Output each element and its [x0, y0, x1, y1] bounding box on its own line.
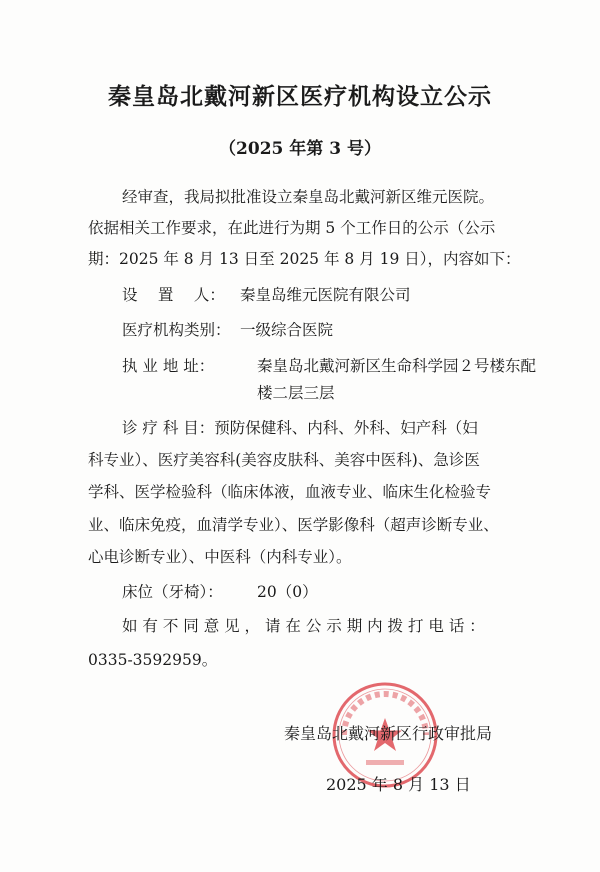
category-label: 医疗机构类别：	[122, 321, 231, 339]
contact-line-1: 如 有 不 同 意 见 ， 请 在 公 示 期 内 拨 打 电 话 ：	[122, 617, 485, 635]
intro-line-1: 经审查，我局拟批准设立秦皇岛北戴河新区维元医院。	[122, 188, 495, 206]
departments-line-5: 心电诊断专业）、中医科（内科专业）。	[88, 548, 352, 566]
notice-number: （2025 年第 3 号）	[219, 139, 381, 159]
issuing-authority: 秦皇岛北戴河新区行政审批局	[284, 724, 493, 743]
address-label: 执 业 地 址：	[122, 357, 215, 375]
departments-line-3: 学科、医学检验科（临床体液，血液专业、临床生化检验专	[88, 483, 492, 501]
category-value: 一级综合医院	[240, 321, 334, 339]
intro-line-3: 期：2025 年 8 月 13 日至 2025 年 8 月 19 日），内容如下：	[88, 250, 521, 268]
founder-label: 设 置 人：	[122, 286, 225, 304]
departments-line-2: 科专业）、医疗美容科(美容皮肤科、美容中医科)、急诊医	[88, 451, 480, 469]
issue-date: 2025 年 8 月 13 日	[326, 775, 471, 794]
beds-value: 20（0）	[257, 583, 318, 601]
founder-value: 秦皇岛维元医院有限公司	[240, 286, 411, 304]
intro-line-2: 依据相关工作要求，在此进行为期 5 个工作日的公示（公示	[88, 219, 496, 237]
address-line-2: 楼二层三层	[257, 384, 335, 402]
page-title: 秦皇岛北戴河新区医疗机构设立公示	[108, 83, 492, 110]
departments-line-1: 诊 疗 科 目：预防保健科、内科、外科、妇产科（妇	[122, 419, 478, 437]
beds-label: 床位（牙椅）：	[122, 583, 223, 601]
contact-phone: 0335-3592959。	[88, 651, 218, 669]
departments-line-4: 业、临床免疫，血清学专业）、医学影像科（超声诊断专业、	[88, 516, 499, 534]
address-line-1: 秦皇岛北戴河新区生命科学园２号楼东配	[257, 357, 537, 375]
